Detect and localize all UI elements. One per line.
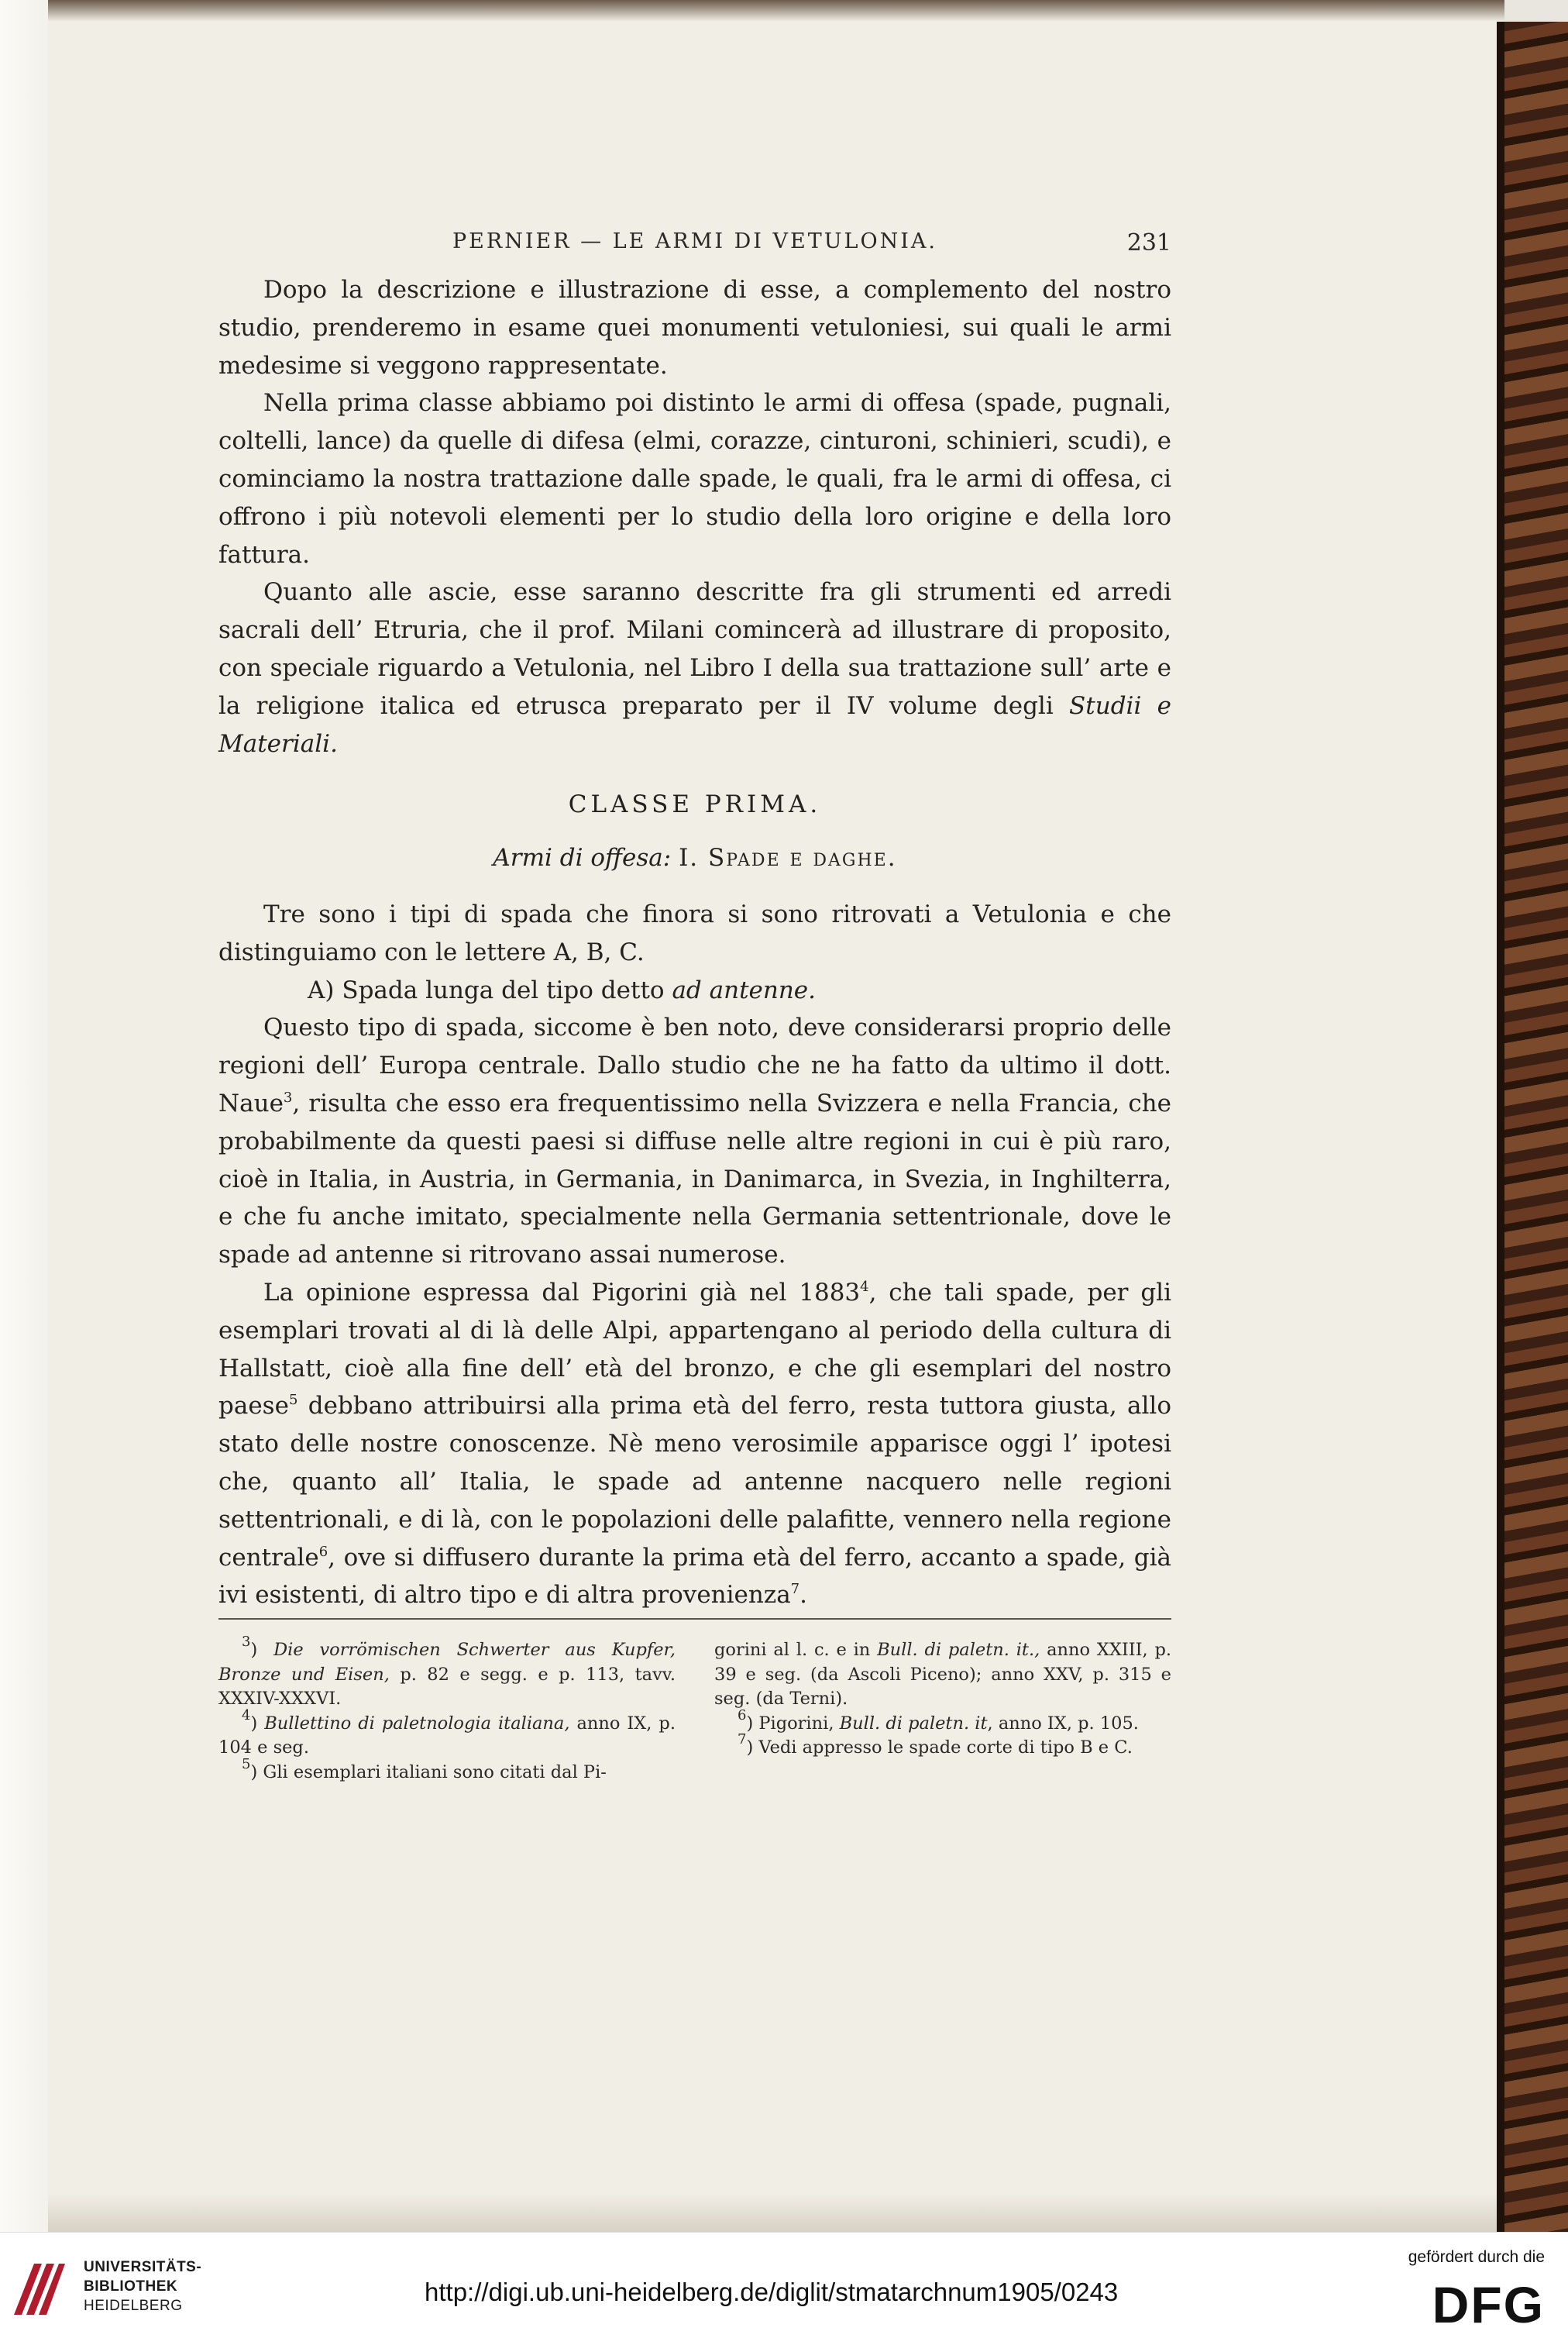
paragraph: Tre sono i tipi di spada che finora si sono ritrovati a Vetulonia e che distinguiamo con le lettere A, B, C. — [218, 900, 1171, 966]
footnote-divider — [218, 1618, 1171, 1620]
dfg-logo: DFG — [1432, 2276, 1545, 2333]
book-binding-edge — [1497, 22, 1568, 2232]
footnote: $^6$) Pigorini, Bull. di paletn. it, anno IX, p. 105. — [738, 1706, 1139, 1734]
library-name: UNIVERSITÄTS- BIBLIOTHEK HEIDELBERG — [84, 2259, 202, 2314]
section-subheading: Armi di offesa: I. Spade e daghe. — [493, 844, 897, 873]
running-title: PERNIER — LE ARMI DI VETULONIA. — [452, 229, 937, 253]
footnote-ref: 6 — [318, 1543, 328, 1560]
page-top-shadow — [48, 0, 1504, 22]
body-text — [218, 271, 1171, 1614]
footnote-continuation: gorini al l. c. e in Bull. di paletn. it., anno XXIII, p. 39 e seg. (da Ascoli Piceno); anno XXV, p. 315 e seg. (da Terni). — [714, 1640, 1172, 1709]
footnote-ref: 7 — [790, 1581, 800, 1598]
footnote: $^5$) Gli esemplari italiani sono citati dal Pi- — [242, 1755, 607, 1782]
page-number: 231 — [1126, 229, 1171, 257]
italic-title: Studii e Materiali. — [218, 691, 1171, 758]
footnote: $^7$) Vedi appresso le spade corte di tipo B e C. — [738, 1731, 1133, 1758]
list-item: A) Spada lunga del tipo detto ad antenne. — [308, 976, 816, 1004]
footnote: $^3$) Die vorrömischen Schwerter aus Kupfer, Bronze und Eisen, p. 82 e segg. e p. 113, tavv. XXXIV-XXXVI. — [218, 1634, 676, 1709]
footnote-ref: 3 — [283, 1089, 293, 1106]
footer-bar — [0, 2232, 1568, 2345]
page-bottom-shadow — [48, 2193, 1504, 2232]
footnote-ref: 4 — [860, 1278, 869, 1295]
funding-label: gefördert durch die — [1408, 2248, 1545, 2266]
section-heading: CLASSE PRIMA. — [568, 790, 822, 819]
university-library-logo — [11, 2261, 68, 2318]
left-page-edge — [0, 0, 50, 2232]
footnote-column-right — [714, 1638, 1171, 1761]
paragraph: Dopo la descrizione e illustrazione di esse, a complemento del nostro studio, prenderemo in esame quei monumenti vetuloniesi, sui quali le armi medesime si veggono rappresentate. — [218, 276, 1171, 380]
footnote-column-left — [218, 1634, 676, 1785]
paragraph: Questo tipo di spada, siccome è ben noto, deve considerarsi proprio delle regioni dell’ Europa centrale. Dallo studio che ne ha fatto da ultimo il dott. Naue$^3$, risulta che esso era frequentissimo nella Svizzera e nella Francia, che probabilmente da questi paesi si diffuse nelle altre regioni in cui è più raro, cioè in Italia, in Austria, in Germania, in Danimarca, in Svezia, in Inghilterra, e che fu anche imitato, specialmente nella Germania settentrionale, dove le spade ad antenne si ritrovano assai numerose. — [218, 1014, 1171, 1269]
paragraph: Quanto alle ascie, esse saranno descritte fra gli strumenti ed arredi sacrali dell’ Etruria, che il prof. Milani comincerà ad illustrare di proposito, con speciale riguardo a Vetulonia, nel Libro I della sua trattazione sull’ arte e la religione italica ed etrusca preparato per il IV volume degli Studii e Materiali. — [218, 578, 1171, 758]
source-url-link[interactable]: http://digi.ub.uni-heidelberg.de/diglit/stmatarchnum1905/0243 — [425, 2278, 1119, 2306]
footnote-ref: 5 — [288, 1392, 298, 1409]
footnote: $^4$) Bullettino di paletnologia italiana, anno IX, p. 104 e seg. — [218, 1706, 676, 1758]
running-header — [218, 229, 1171, 263]
paragraph: La opinione espressa dal Pigorini già nel 1883$^4$, che tali spade, per gli esemplari trovati al di là delle Alpi, appartengano al periodo della cultura di Hallstatt, cioè alla fine dell’ età del bronzo, e che gli esemplari del nostro paese$^5$ debbano attribuirsi alla prima età del ferro, resta tuttora giusta, allo stato delle nostre conoscenze. Nè meno verosimile apparisce oggi l’ ipotesi che, quanto all’ Italia, le spade ad antenne nacquero nelle regioni settentrionali, e di là, con le popolazioni delle palafitte, vennero nella regione centrale$^6$, ove si diffusero durante la prima età del ferro, accanto a spade, già ivi esistenti, di altro tipo e di altra provenienza$^7$. — [218, 1278, 1171, 1610]
paragraph: Nella prima classe abbiamo poi distinto le armi di offesa (spade, pugnali, coltelli, lance) da quelle di difesa (elmi, corazze, cinturoni, schinieri, scudi), e cominciamo la nostra trattazione dalle spade, le quali, fra le armi di offesa, ci offrono i più notevoli elementi per lo studio della loro origine e della loro fattura. — [218, 389, 1171, 569]
